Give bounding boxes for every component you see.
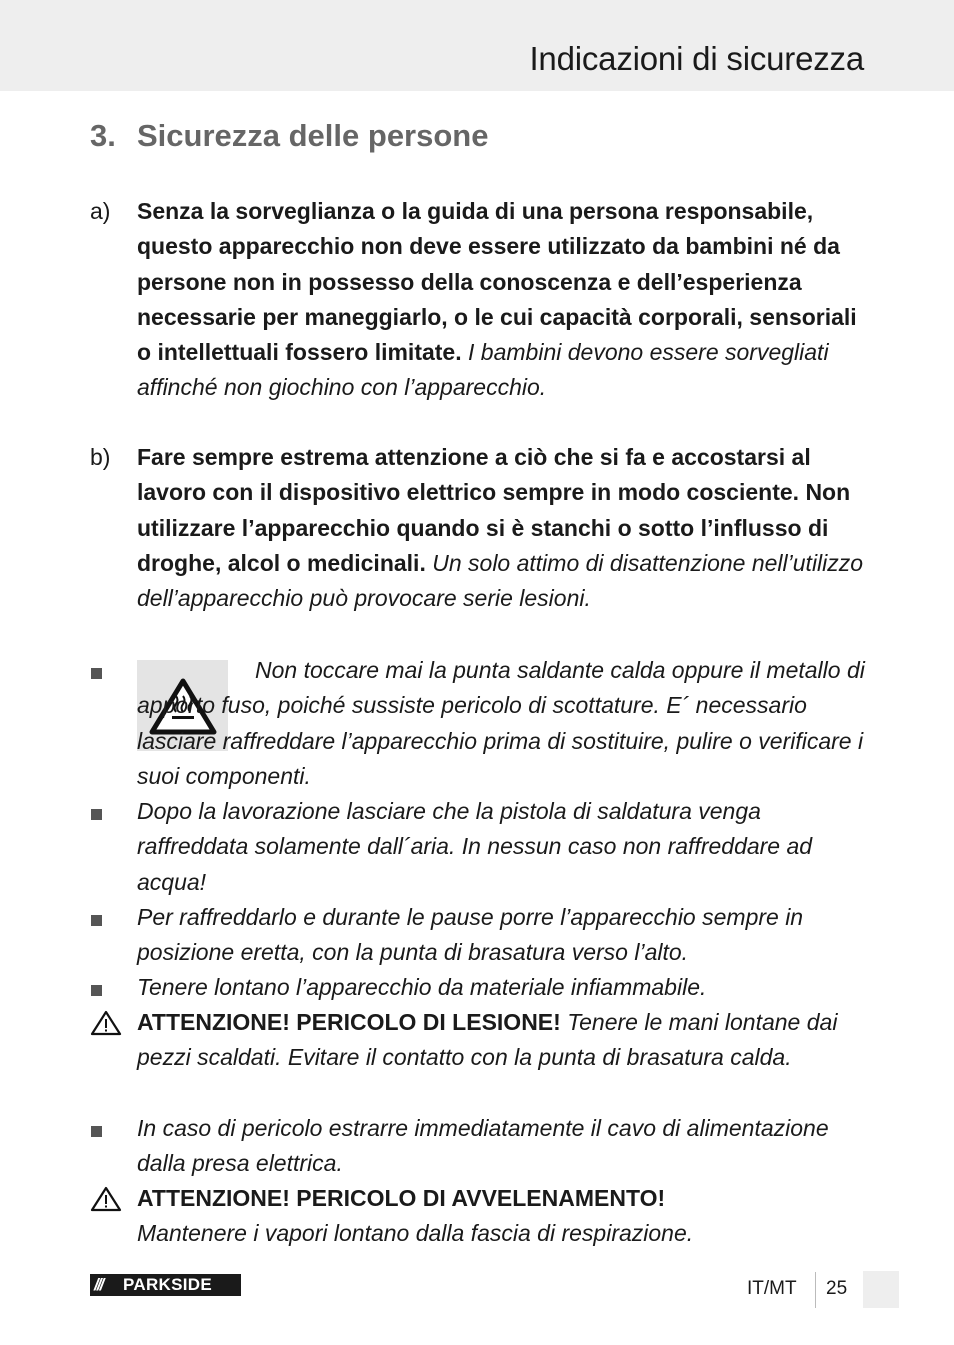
bold-instruction: Senza la sorveglianza o la guida di una persona responsabile, questo apparecchio non deve essere utilizzato da bambini né da persone non in possesso della conoscenza e dell’esperienza necessarie per maneggiarlo, o le cui capacità corporali, sensoriali o intellettuali fossero limitate. [137,198,857,366]
page-header-title: Indicazioni di sicurezza [529,40,864,77]
bullet-square [91,985,102,996]
section-title: Sicurezza delle persone [137,118,489,153]
cooling-text: Dopo la lavorazione lasciare che la pistola di saldatura venga raffreddata solamente dall´aria. In nessun caso non raffreddare ad acqua! [137,798,813,895]
page-tab [863,1271,899,1308]
warning-triangle-icon [90,1010,122,1036]
hot-tip-text: Non toccare mai la punta saldante calda oppure il metallo di apporto fuso, poiché sussiste pericolo di scottature. E´ necessario lasciare raffreddare l’apparecchio prima di sostituire, pulire o verificare i suoi componenti. [137,657,865,789]
language-code: IT/MT [747,1278,797,1299]
section-number: 3. [90,118,116,153]
italic-explanation: I bambini devono essere sorvegliati affinché non giochino con l’apparecchio. [137,339,829,401]
bold-instruction: Fare sempre estrema attenzione a ciò che si fa e accostarsi al lavoro con il dispositivo elettrico sempre in modo cosciente. Non utilizzare l’apparecchio quando si è stanchi o sotto l’influsso di droghe, alcol o medicinali. [137,444,851,576]
warning-triangle-icon [90,1186,122,1212]
list-marker: b) [90,444,111,470]
injury-warning-text: ATTENZIONE! PERICOLO DI LESIONE! Tenere le mani lontane dai pezzi scaldati. Evitare il contatto con la punta di brasatura calda. [137,1009,838,1071]
flammable-text: Tenere lontano l’apparecchio da materiale infiammabile. [137,974,707,1000]
upright-text: Per raffreddarlo e durante le pause porre l’apparecchio sempre in posizione eretta, con la punta di brasatura verso l’alto. [137,904,804,966]
poison-warning-text: ATTENZIONE! PERICOLO DI AVVELENAMENTO! Mantenere i vapori lontano dalla fascia di respirazione. [137,1185,694,1247]
logo-stripes: /// [94,1275,103,1294]
bullet-square [91,668,102,679]
unplug-text: In caso di pericolo estrarre immediatamente il cavo di alimentazione dalla presa elettrica. [137,1115,829,1177]
item-text [137,194,865,406]
bullet-square [91,809,102,820]
italic-explanation: Un solo attimo di disattenzione nell’utilizzo dell’apparecchio può provocare serie lesioni. [137,549,864,612]
list-marker: a) [90,198,111,224]
bullet-square [91,1126,102,1137]
item-text [137,440,865,616]
bullet-square [91,915,102,926]
brand-logo [90,1274,241,1296]
footer-divider [815,1272,816,1308]
logo-text: PARKSIDE [123,1275,212,1294]
section-heading [90,118,488,154]
page-number: 25 [826,1278,848,1299]
